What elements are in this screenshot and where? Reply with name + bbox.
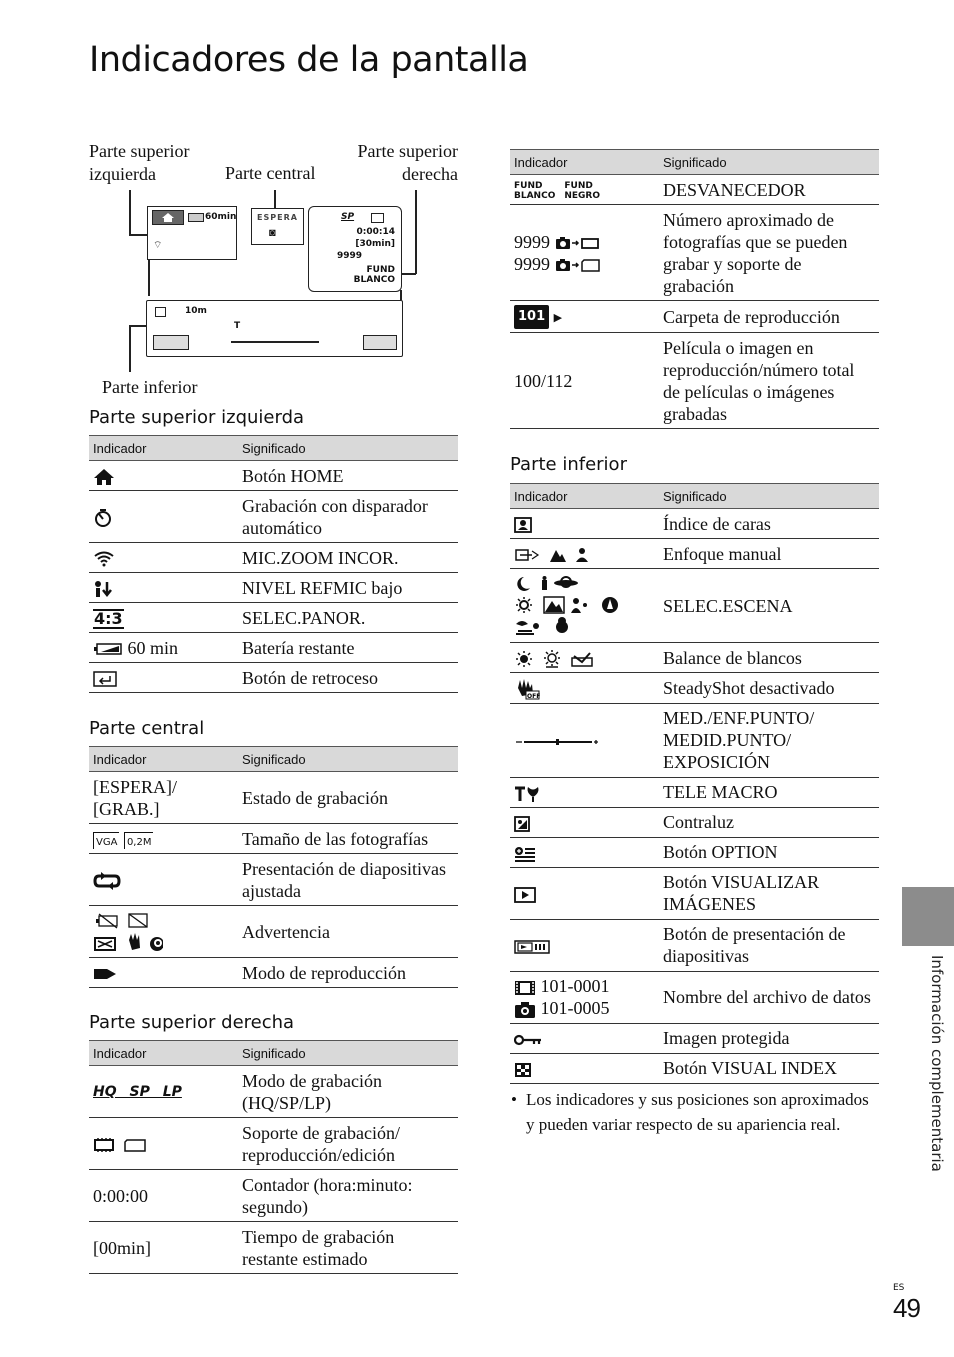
table-row: Balance de blancos — [510, 643, 879, 673]
home-icon — [152, 210, 184, 225]
exposure-slider — [231, 341, 319, 343]
table-right-top: Indicador Significado FUND BLANCO FUND NEGRO DESVANECEDOR 9999 9999 Número aproximado de fotografías que se pueden grabar y soporte de grabación 101 ▶ Carpeta de reproducción 100/112 Película o imagen en reproducción/número total de películas o imágenes grabadas — [510, 149, 879, 429]
table-bottom: Indicador Significado Índice de caras Enfoque manual SELEC.ESCENA Balance de blancos OFF SteadyShot desactivado MED./ENF.PUNTO/ MEDID.PUNTO/ EXPOSICIÓN TELE MACRO Contraluz Botón OPTION Botón VISUALIZAR IMÁGENES Botón de presentación de diapositivas 101-0001 101-0005 Nombre del archivo de datos Imagen protegida Botón VISUAL INDEX — [510, 483, 879, 1084]
table-row: [ESPERA]/ [GRAB.] Estado de grabación — [89, 772, 458, 824]
table-row: Índice de caras — [510, 509, 879, 539]
backlight-icon — [510, 807, 659, 837]
battery-icon — [188, 213, 204, 222]
section-heading-top-left: Parte superior izquierda — [89, 407, 305, 428]
count-text: 9999 — [337, 251, 363, 261]
tele-macro-icon: T — [234, 321, 241, 331]
col-meaning: Significado — [238, 436, 458, 461]
table-row: 101 ▶ Carpeta de reproducción — [510, 301, 879, 333]
play-mode-icon — [89, 958, 238, 988]
return-icon — [89, 663, 238, 693]
slideshow-repeat-icon — [89, 854, 238, 906]
manual-focus-icons — [510, 539, 659, 569]
table-row: Soporte de grabación/ reproducción/edición — [89, 1118, 458, 1170]
screen-bottom-box — [146, 300, 403, 357]
white-balance-icons — [510, 643, 659, 673]
home-icon — [89, 461, 238, 491]
table-row: MIC.ZOOM INCOR. — [89, 543, 458, 573]
key-icon — [510, 1023, 659, 1053]
table-row: TELE MACRO — [510, 777, 879, 807]
page-number: 49 — [893, 1293, 920, 1323]
remaining-text: [30min] — [355, 239, 395, 249]
table-row: Contraluz — [510, 807, 879, 837]
note-text: Los indicadores y sus posiciones son aproximados y pueden variar respecto de su apariencia real. — [526, 1090, 869, 1134]
screen-center-box — [251, 208, 304, 245]
steadyshot-off-icon — [510, 673, 659, 704]
table-row: Botón VISUALIZAR IMÁGENES — [510, 867, 879, 919]
media-icons — [89, 1118, 238, 1170]
exposure-slider-icon — [510, 703, 659, 777]
table-row: 4:3 SELEC.PANOR. — [89, 603, 458, 633]
table-row: Enfoque manual — [510, 539, 879, 569]
table-row: NIVEL REFMIC bajo — [89, 573, 458, 603]
fader-icons: FUND BLANCO FUND NEGRO — [510, 175, 659, 205]
table-top-left — [89, 435, 458, 693]
table-row: 0:00:00 Contador (hora:minuto: segundo) — [89, 1170, 458, 1222]
label-top-left: Parte superior izquierda — [89, 141, 190, 184]
memory-icon — [371, 213, 384, 223]
visual-index-icon — [510, 1053, 659, 1083]
col-indicator: Indicador — [89, 436, 238, 461]
folder-101-icon: 101 ▶ — [510, 301, 659, 333]
table-row: 60 min Batería restante — [89, 633, 458, 663]
label-bottom: Parte inferior — [102, 377, 198, 397]
view-images-button — [153, 335, 189, 350]
page-lang: ES — [893, 1283, 905, 1293]
table-row: Modo de reproducción — [89, 958, 458, 988]
sidebar-text: Información complementaria — [928, 955, 946, 1172]
table-row: VGA 0,2M Tamaño de las fotografías — [89, 824, 458, 854]
table-row: Presentación de diapositivas ajustada — [89, 854, 458, 906]
svg-text:OFF: OFF — [527, 692, 540, 700]
table-row: FUND BLANCO FUND NEGRO DESVANECEDOR — [510, 175, 879, 205]
battery-text: 60min — [205, 212, 237, 222]
mic-zoom-icon — [89, 543, 238, 573]
counter-text: 0:00:14 — [356, 227, 395, 237]
table-row: Botón HOME — [89, 461, 458, 491]
label-top-right: Parte superior derecha — [357, 141, 458, 184]
camera-warning-icon: ◙ — [269, 227, 276, 239]
mic-level-low-icon — [89, 573, 238, 603]
option-icon — [510, 837, 659, 867]
page-title: Indicadores de la pantalla — [89, 40, 529, 80]
table-row: MED./ENF.PUNTO/ MEDID.PUNTO/ EXPOSICIÓN — [510, 703, 879, 777]
section-heading-center: Parte central — [89, 718, 205, 739]
fund-text: FUND — [366, 265, 395, 275]
photo-count-icons: 9999 9999 — [510, 205, 659, 301]
espera-text: ESPERA — [257, 213, 298, 222]
section-heading-bottom: Parte inferior — [510, 454, 627, 475]
table-row: SELEC.ESCENA — [510, 569, 879, 643]
table-row: 101-0001 101-0005 Nombre del archivo de datos — [510, 971, 879, 1023]
section-heading-top-right: Parte superior derecha — [89, 1012, 295, 1033]
table-top-right: Indicador Significado HQ SP LP Modo de grabación (HQ/SP/LP) Soporte de grabación/ reproducción/edición 0:00:00 Contador (hora:minuto: segundo) [00min] Tiempo de grabación restante estimado — [89, 1040, 458, 1274]
table-row: Botón de retroceso — [89, 663, 458, 693]
screen-top-right-box — [308, 206, 402, 292]
self-timer-icon — [89, 491, 238, 543]
label-center: Parte central — [225, 163, 316, 183]
table-row: Botón de presentación de diapositivas — [510, 919, 879, 971]
table-center: Indicador Significado [ESPERA]/ [GRAB.] Estado de grabación VGA 0,2M Tamaño de las fotografías Presentación de diapositivas ajustada Advertencia Modo de reproducción — [89, 746, 458, 988]
view-images-icon — [510, 867, 659, 919]
battery-icon: 60 min — [89, 633, 238, 663]
table-row: HQ SP LP Modo de grabación (HQ/SP/LP) — [89, 1066, 458, 1118]
table-row: Advertencia — [89, 906, 458, 958]
table-row: OFF SteadyShot desactivado — [510, 673, 879, 704]
table-row: Imagen protegida — [510, 1023, 879, 1053]
tele-macro-icon — [510, 777, 659, 807]
table-row: 9999 9999 Número aproximado de fotografías que se pueden grabar y soporte de grabación — [510, 205, 879, 301]
size-text: 10m — [185, 306, 207, 316]
mic-zoom-icon: ⌔ — [153, 240, 163, 251]
aspect-43-icon: 4:3 — [89, 603, 238, 633]
table-row: [00min] Tiempo de grabación restante estimado — [89, 1222, 458, 1274]
sidebar-tab — [902, 887, 954, 946]
file-name-icons: 101-0001 101-0005 — [510, 971, 659, 1023]
scene-icons — [510, 569, 659, 643]
face-index-icon — [155, 307, 166, 317]
photo-size-icon: VGA 0,2M — [89, 824, 238, 854]
option-button — [363, 335, 397, 350]
rec-mode-icons: HQ SP LP — [89, 1066, 238, 1118]
table-row: Botón VISUAL INDEX — [510, 1053, 879, 1083]
table-row: Grabación con disparador automático — [89, 491, 458, 543]
blanco-text: BLANCO — [353, 275, 395, 285]
warning-icons — [89, 906, 238, 958]
table-row: Botón OPTION — [510, 837, 879, 867]
note: • Los indicadores y sus posiciones son aproximados y pueden variar respecto de su apariencia real. — [511, 1090, 869, 1134]
slideshow-button-icon — [510, 919, 659, 971]
face-index-icon — [510, 509, 659, 539]
screen-top-left-box — [147, 206, 237, 260]
table-row: 100/112 Película o imagen en reproducción/número total de películas o imágenes grabadas — [510, 333, 879, 429]
sp-mode-icon: SP — [341, 212, 355, 222]
